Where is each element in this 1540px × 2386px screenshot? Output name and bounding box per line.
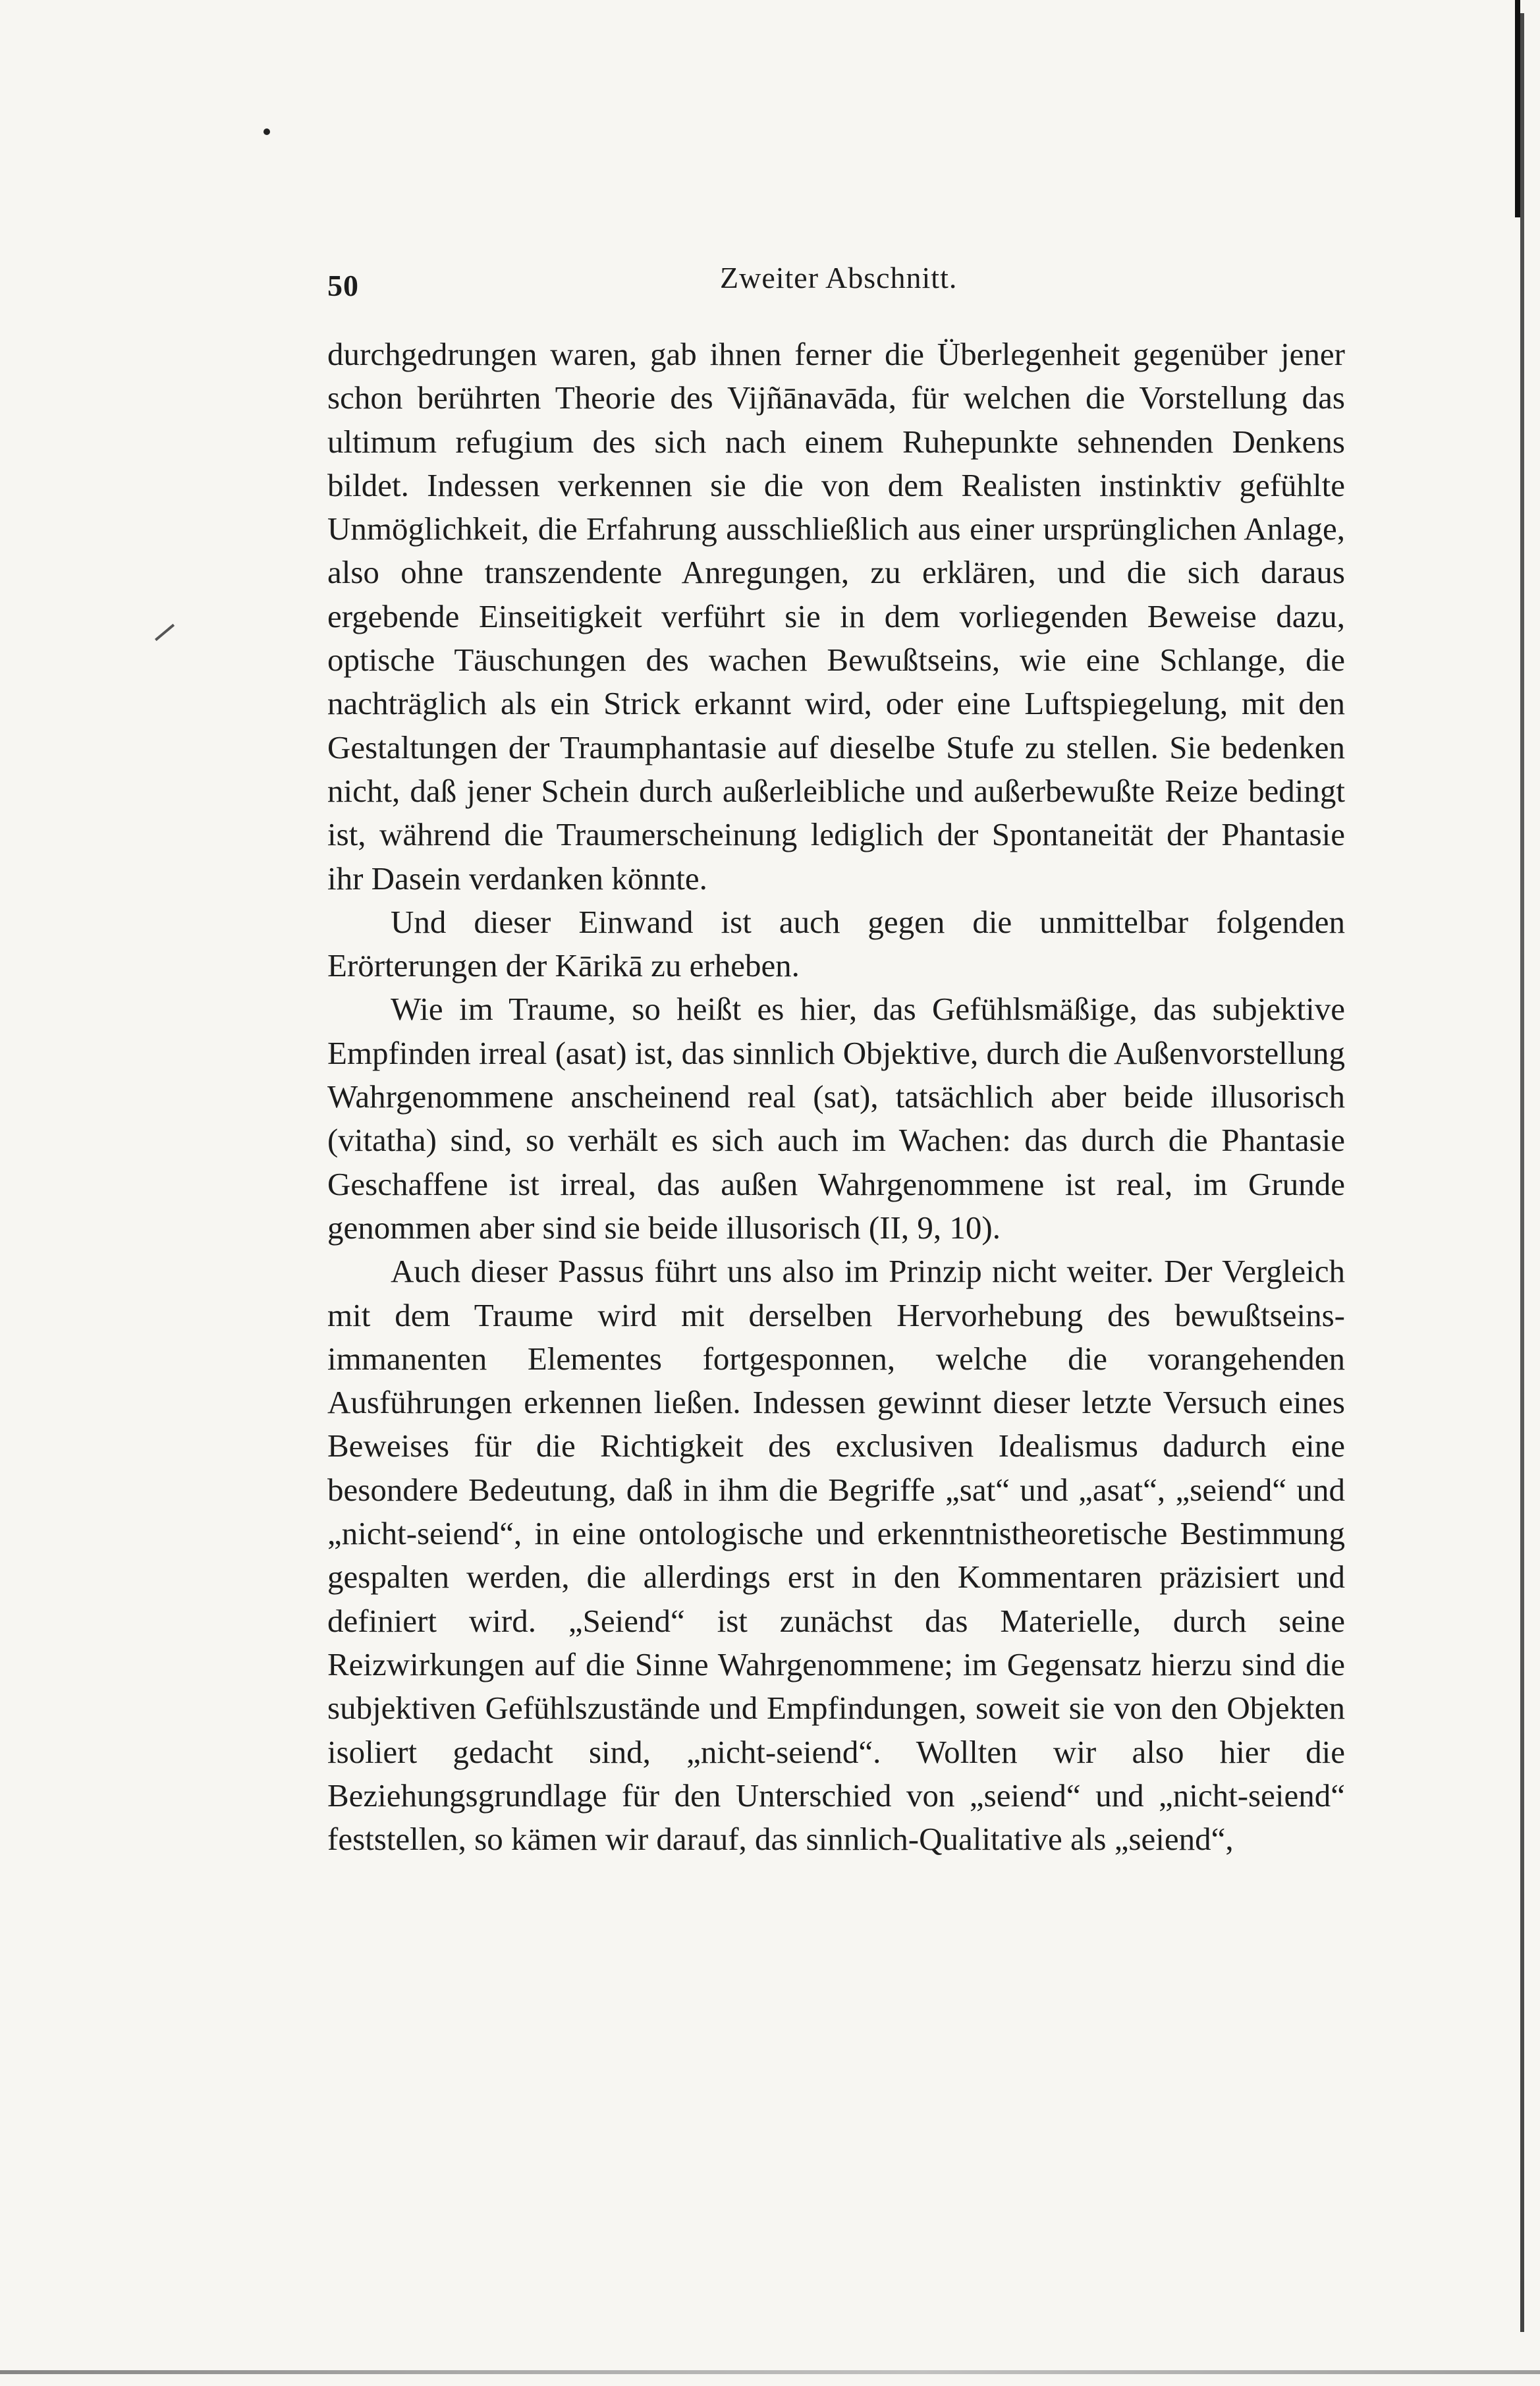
page-header	[327, 260, 1345, 306]
page-edge-shadow-top	[1515, 0, 1520, 217]
body-text	[327, 333, 1345, 1861]
paragraph: Und dieser Einwand ist auch gegen die unmittelbar folgenden Erörterungen der Kārikā zu erheben.	[327, 903, 1345, 984]
page-edge-shadow-right	[1520, 13, 1524, 2332]
paragraph: Auch dieser Passus führt uns also im Prinzip nicht weiter. Der Vergleich mit dem Traume wird mit derselben Hervorhebung des bewußtseins-immanenten Elementes fortgesponnen, welche die vorangehenden Ausführungen erkennen ließen. Indessen gewinnt dieser letzte Versuch eines Beweises für die Richtigkeit des exclusiven Idealismus dadurch eine besondere Bedeutung, daß in ihm die Begriffe „sat“ und „asat“, „seiend“ und „nicht-seiend“, in eine ontologische und erkenntnistheoretische Bestimmung gespalten werden, die allerdings erst in den Kommentaren präzisiert und definiert wird. „Seiend“ ist zunächst das Materielle, durch seine Reizwirkungen auf die Sinne Wahrgenommene; im Gegensatz hierzu sind die subjektiven Gefühlszustände und Empfindungen, soweit sie von den Objekten isoliert gedacht sind, „nicht-seiend“. Wollten wir also hier die Beziehungsgrundlage für den Unterschied von „seiend“ und „nicht-seiend“ feststellen, so kämen wir darauf, das sinnlich-Qualitative als „seiend“,	[327, 1253, 1345, 1858]
page-edge-shadow-bottom	[0, 2370, 1540, 2374]
ink-speck	[263, 128, 270, 135]
paragraph-continuation: durchgedrungen waren, gab ihnen ferner die Überlegenheit gegenüber jener schon berührten Theorie des Vijñānavāda, für welchen die Vorstellung das ultimum refugium des sich nach einem Ruhepunkte sehnenden Denkens bildet. Indessen verkennen sie die von dem Realisten instinktiv gefühlte Unmöglichkeit, die Erfahrung ausschließlich aus einer ursprünglichen Anlage, also ohne transzendente Anregungen, zu erklären, und die sich daraus ergebende Einseitigkeit verführt sie in dem vorliegenden Beweise dazu, optische Täuschungen des wachen Bewußtseins, wie eine Schlange, die nachträglich als ein Strick erkannt wird, oder eine Luftspiegelung, mit den Gestaltungen der Traumphantasie auf dieselbe Stufe zu stellen. Sie bedenken nicht, daß jener Schein durch außerleibliche und außerbewußte Reize bedingt ist, während die Traumerscheinung lediglich der Spontaneität der Phantasie ihr Dasein verdanken könnte.	[327, 336, 1345, 897]
page-number: 50	[327, 269, 359, 302]
running-title: Zweiter Abschnitt.	[720, 261, 958, 294]
pencil-mark	[155, 624, 175, 641]
paragraph: Wie im Traume, so heißt es hier, das Gefühlsmäßige, das subjektive Empfinden irreal (asat) ist, das sinnlich Objektive, durch die Außenvorstellung Wahrgenommene anscheinend real (sat), tatsächlich aber beide illusorisch (vitatha) sind, so verhält es sich auch im Wachen: das durch die Phantasie Geschaffene ist irreal, das außen Wahrgenommene ist real, im Grunde genommen aber sind sie beide illusorisch (II, 9, 10).	[327, 991, 1345, 1246]
